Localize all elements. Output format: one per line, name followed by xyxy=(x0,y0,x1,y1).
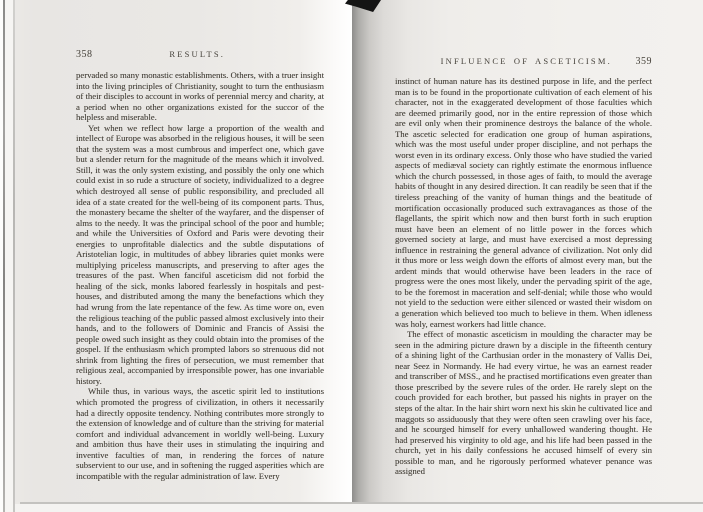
paragraph: pervaded so many monastic establishments. Others, with a truer insight into the living principles of Christianity, sought to turn the enthusiasm of their disciples to account in works of perennial mercy and charity, at a period when no other organizations existed for the succor of the helpless and miserable. xyxy=(76,70,324,123)
left-page-number: 358 xyxy=(76,49,93,60)
paragraph: While thus, in various ways, the ascetic spirit led to institutions which promoted the progress of civilization, in others it necessarily had a directly opposite tendency. Nothing contributes more strongly to the extension of knowledge and of culture than the striving for material comfort and individual advancement in worldly well-being. Luxury and ambition thus have their uses in stimulating the inquiring and inventive faculties of man, in rendering the forces of nature subservient to our use, and in softening the rugged asperities which are incompatible with the regular administration of law. Every xyxy=(76,386,324,481)
page-edge-line xyxy=(13,0,15,512)
paragraph: The effect of monastic asceticism in moulding the character may be seen in the admiring picture drawn by a disciple in the fifteenth century of a shining light of the Carthusian order in the monastery of Vallis Dei, near Seez in Normandy. He had every virtue, he was an earnest reader and transcriber of MSS., and he practised mortifications even greater than those prescribed by the severe rules of the order. He rarely slept on the couch provided for each brother, but passed his nights in prayer on the steps of the altar. In the hair shirt worn next his skin he cultivated lice and maggots so assiduously that they were often seen crawling over his face, and he scourged himself for every unhallowed wandering thought. He had preserved his virginity to old age, and his life had been passed in the church, yet in his daily confessions he accused himself of every sin possible to man, and he rigorously performed whatever penance was assigned xyxy=(395,329,652,477)
left-page-header xyxy=(76,49,324,60)
right-page-number: 359 xyxy=(635,56,652,67)
paragraph: Yet when we reflect how large a proportion of the wealth and intellect of Europe was absorbed in the religious houses, it will be seen that the system was a most cumbrous and imperfect one, which gave but a slender return for the magnitude of the means which it involved. Still, it was the only system existing, and possibly the only one which could exist in so rude a structure of society, individualized to a degree which destroyed all sense of public responsibility, and precluded all idea of a state created for the well-being of its component parts. Thus, the monastery became the shelter of the wayfarer, and the dispenser of alms to the needy. It was the principal school of the poor and humble; and while the Universities of Oxford and Paris were devoting their energies to unprofitable dialectics and the subtle disputations of Aristotelian logic, in multitudes of abbey libraries quiet monks were multiplying priceless manuscripts, and preserving to after ages the treasures of the past. When fanciful asceticism did not forbid the healing of the sick, monks labored fearlessly in hospitals and pest-houses, and distributed among the many the benefactions which they had wrung from the late repentance of the few. As time wore on, even the religious teaching of the public passed almost exclusively into their hands, and to the followers of Dominic and Francis of Assisi the people owed such insight as they could obtain into the promises of the gospel. If the enthusiasm which prompted labors so strenuous did not shrink from lighting the fires of persecution, we must remember that religious zeal, accompanied by irresponsible power, has one invariable history. xyxy=(76,122,324,386)
page-block-bottom-margin xyxy=(15,504,703,512)
left-running-header: RESULTS. xyxy=(169,49,226,59)
left-page-text xyxy=(76,70,324,481)
right-page-text xyxy=(395,76,652,477)
right-page-header xyxy=(395,56,652,67)
right-running-header: INFLUENCE OF ASCETICISM. xyxy=(440,56,612,66)
page-edge-gap xyxy=(5,0,13,512)
paragraph: instinct of human nature has its destined purpose in life, and the perfect man is to be found in the proportionate cultivation of each element of his character, not in the exaggerated development of those faculties which are deemed primarily good, nor in the entire repression of those which are evil only when their prominence destroys the balance of the whole. The ascetic selected for eradication one group of human aspirations, which was the most useful under proper discipline, and not perhaps the worst even in its ordinary excess. Only those who have studied the varied aspects of mediæval society can rightly estimate the enormous influence which the church possessed, in those ages of faith, to mould the average habits of thought in any desired direction. It can readily be seen that if the tireless preaching of the vanity of human things and the beatitude of mortification occasionally produced such extravagances as those of the flagellants, the spirit which now and then burst forth in such eruption must have been an element of no little power in the forces which governed society at large, and must have exercised a most depressing influence in restraining the general advance of civilization. Not only did it thus more or less weigh down the efforts of almost every man, but the ardent minds that would otherwise have been leaders in the race of progress were the ones most likely, under the pervading spirit of the age, to be the foremost in maceration and self-denial; while those who would not yield to the seduction were either silenced or wasted their wisdom on a generation which believed too much to believe in them. When idleness was holy, earnest workers had little chance. xyxy=(395,76,652,329)
